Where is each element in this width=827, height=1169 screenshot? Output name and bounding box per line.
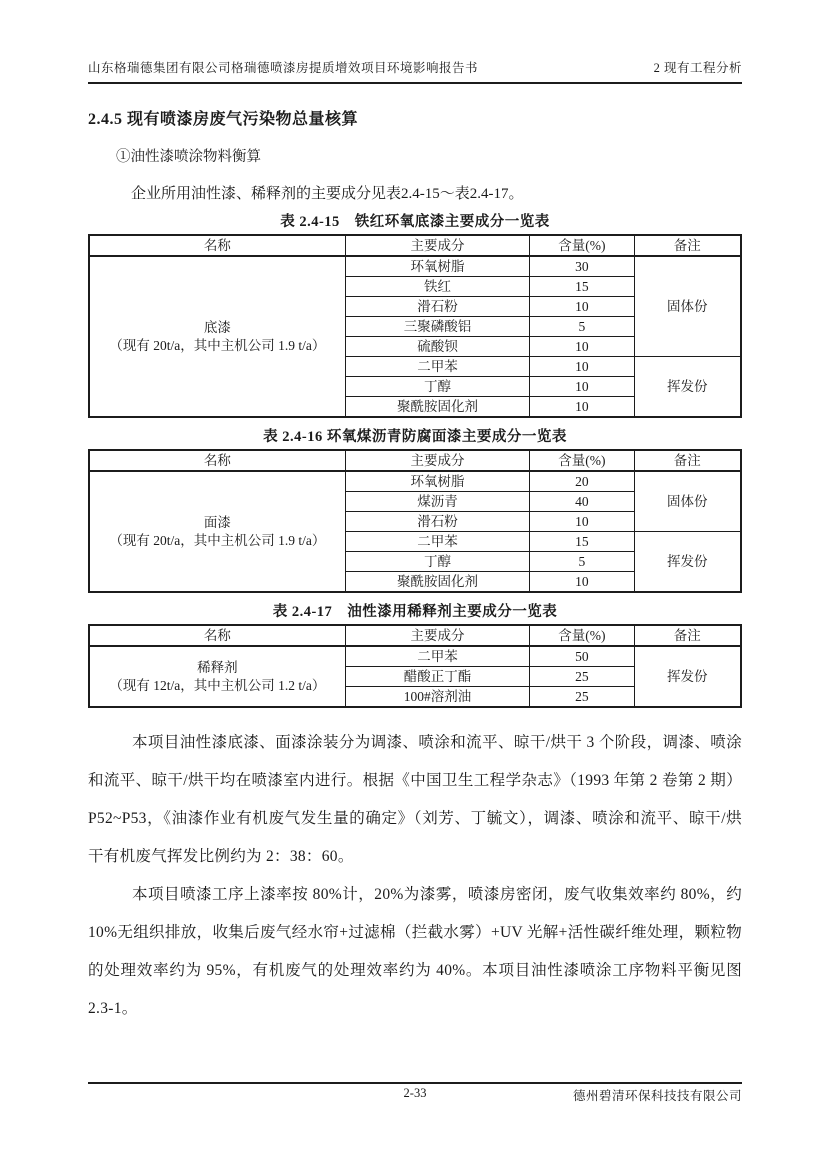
column-header: 主要成分 bbox=[345, 235, 530, 256]
content-percent-cell: 10 bbox=[530, 572, 634, 593]
component-cell: 滑石粉 bbox=[345, 512, 530, 532]
component-cell: 三聚磷酸铝 bbox=[345, 317, 530, 337]
table-caption: 表 2.4-17 油性漆用稀释剂主要成分一览表 bbox=[272, 604, 558, 620]
column-header: 名称 bbox=[89, 235, 345, 256]
remark-cell: 挥发份 bbox=[634, 357, 741, 418]
page-number: 2-33 bbox=[403, 1086, 427, 1100]
column-header: 含量(%) bbox=[530, 625, 634, 646]
remark-cell: 固体份 bbox=[634, 471, 741, 532]
primer-composition-table bbox=[88, 234, 742, 418]
column-header: 名称 bbox=[89, 450, 345, 471]
column-header: 含量(%) bbox=[530, 235, 634, 256]
content-percent-cell: 25 bbox=[530, 687, 634, 708]
table-block-topcoat bbox=[88, 425, 742, 593]
subsection-heading: ①油性漆喷涂物料衡算 bbox=[116, 149, 261, 165]
component-cell: 二甲苯 bbox=[345, 357, 530, 377]
column-header: 名称 bbox=[89, 625, 345, 646]
component-cell: 铁红 bbox=[345, 277, 530, 297]
footer-company-name: 德州碧清环保科技技有限公司 bbox=[572, 1089, 742, 1103]
page-header bbox=[88, 58, 742, 84]
product-name-cell: 面漆 （现有 20t/a，其中主机公司 1.9 t/a） bbox=[89, 471, 345, 592]
table-row bbox=[89, 471, 741, 492]
content-frame bbox=[88, 58, 742, 1028]
component-cell: 丁醇 bbox=[345, 377, 530, 397]
table-block-primer bbox=[88, 210, 742, 418]
component-cell: 聚酰胺固化剂 bbox=[345, 397, 530, 418]
content-percent-cell: 50 bbox=[530, 646, 634, 667]
table-block-thinner bbox=[88, 600, 742, 708]
page-footer bbox=[88, 1082, 742, 1104]
header-report-title: 山东格瑞德集团有限公司格瑞德喷漆房提质增效项目环境影响报告书 bbox=[88, 61, 479, 75]
content-percent-cell: 25 bbox=[530, 667, 634, 687]
content-percent-cell: 15 bbox=[530, 277, 634, 297]
component-cell: 硫酸钡 bbox=[345, 337, 530, 357]
remark-cell: 挥发份 bbox=[634, 532, 741, 593]
paragraph-coating-stages: 本项目油性漆底漆、面漆涂装分为调漆、喷涂和流平、晾干/烘干 3 个阶段，调漆、喷涂和流平、晾干/烘干均在喷漆室内进行。根据《中国卫生工程学杂志》（1993 年第 2 卷第 2 期）P52~P53，《油漆作业有机废气发生量的确定》（刘芳、丁毓文），调漆、喷涂和流平、晾干/烘干有机废气挥发比例约为 2：38：60。 bbox=[88, 734, 742, 865]
content-percent-cell: 5 bbox=[530, 317, 634, 337]
thinner-composition-table bbox=[88, 624, 742, 708]
intro-text: 企业所用油性漆、稀释剂的主要成分见表2.4-15～表2.4-17。 bbox=[131, 186, 524, 202]
component-cell: 煤沥青 bbox=[345, 492, 530, 512]
table-row bbox=[89, 256, 741, 277]
content-percent-cell: 10 bbox=[530, 512, 634, 532]
content-percent-cell: 10 bbox=[530, 337, 634, 357]
column-header: 含量(%) bbox=[530, 450, 634, 471]
product-name-cell: 稀释剂 （现有 12t/a，其中主机公司 1.2 t/a） bbox=[89, 646, 345, 707]
content-percent-cell: 5 bbox=[530, 552, 634, 572]
column-header: 备注 bbox=[634, 235, 741, 256]
paragraph-treatment-efficiency: 本项目喷漆工序上漆率按 80%计，20%为漆雾，喷漆房密闭，废气收集效率约 80%，约 10%无组织排放，收集后废气经水帘+过滤棉（拦截水雾）+UV 光解+活性碳纤维处理，颗粒物的处理效率约为 95%，有机废气的处理效率约为 40%。本项目油性漆喷涂工序物料平衡见图 2.3-1。 bbox=[88, 886, 742, 1017]
content-percent-cell: 20 bbox=[530, 471, 634, 492]
table-caption: 表 2.4-16 环氧煤沥青防腐面漆主要成分一览表 bbox=[263, 429, 567, 445]
column-header: 备注 bbox=[634, 625, 741, 646]
component-cell: 丁醇 bbox=[345, 552, 530, 572]
component-cell: 滑石粉 bbox=[345, 297, 530, 317]
section-heading: 2.4.5 现有喷漆房废气污染物总量核算 bbox=[88, 111, 359, 128]
content-percent-cell: 30 bbox=[530, 256, 634, 277]
header-chapter-title: 2 现有工程分析 bbox=[653, 61, 742, 75]
component-cell: 二甲苯 bbox=[345, 532, 530, 552]
component-cell: 100#溶剂油 bbox=[345, 687, 530, 708]
topcoat-composition-table bbox=[88, 449, 742, 593]
component-cell: 二甲苯 bbox=[345, 646, 530, 667]
column-header: 备注 bbox=[634, 450, 741, 471]
column-header: 主要成分 bbox=[345, 625, 530, 646]
product-name-cell: 底漆 （现有 20t/a，其中主机公司 1.9 t/a） bbox=[89, 256, 345, 417]
table-caption: 表 2.4-15 铁红环氧底漆主要成分一览表 bbox=[280, 214, 550, 230]
column-header: 主要成分 bbox=[345, 450, 530, 471]
content-percent-cell: 10 bbox=[530, 377, 634, 397]
content-percent-cell: 15 bbox=[530, 532, 634, 552]
component-cell: 环氧树脂 bbox=[345, 471, 530, 492]
component-cell: 聚酰胺固化剂 bbox=[345, 572, 530, 593]
remark-cell: 固体份 bbox=[634, 256, 741, 357]
component-cell: 环氧树脂 bbox=[345, 256, 530, 277]
table-row bbox=[89, 646, 741, 667]
content-percent-cell: 10 bbox=[530, 357, 634, 377]
component-cell: 醋酸正丁酯 bbox=[345, 667, 530, 687]
content-percent-cell: 10 bbox=[530, 397, 634, 418]
content-percent-cell: 10 bbox=[530, 297, 634, 317]
remark-cell: 挥发份 bbox=[634, 646, 741, 707]
content-percent-cell: 40 bbox=[530, 492, 634, 512]
